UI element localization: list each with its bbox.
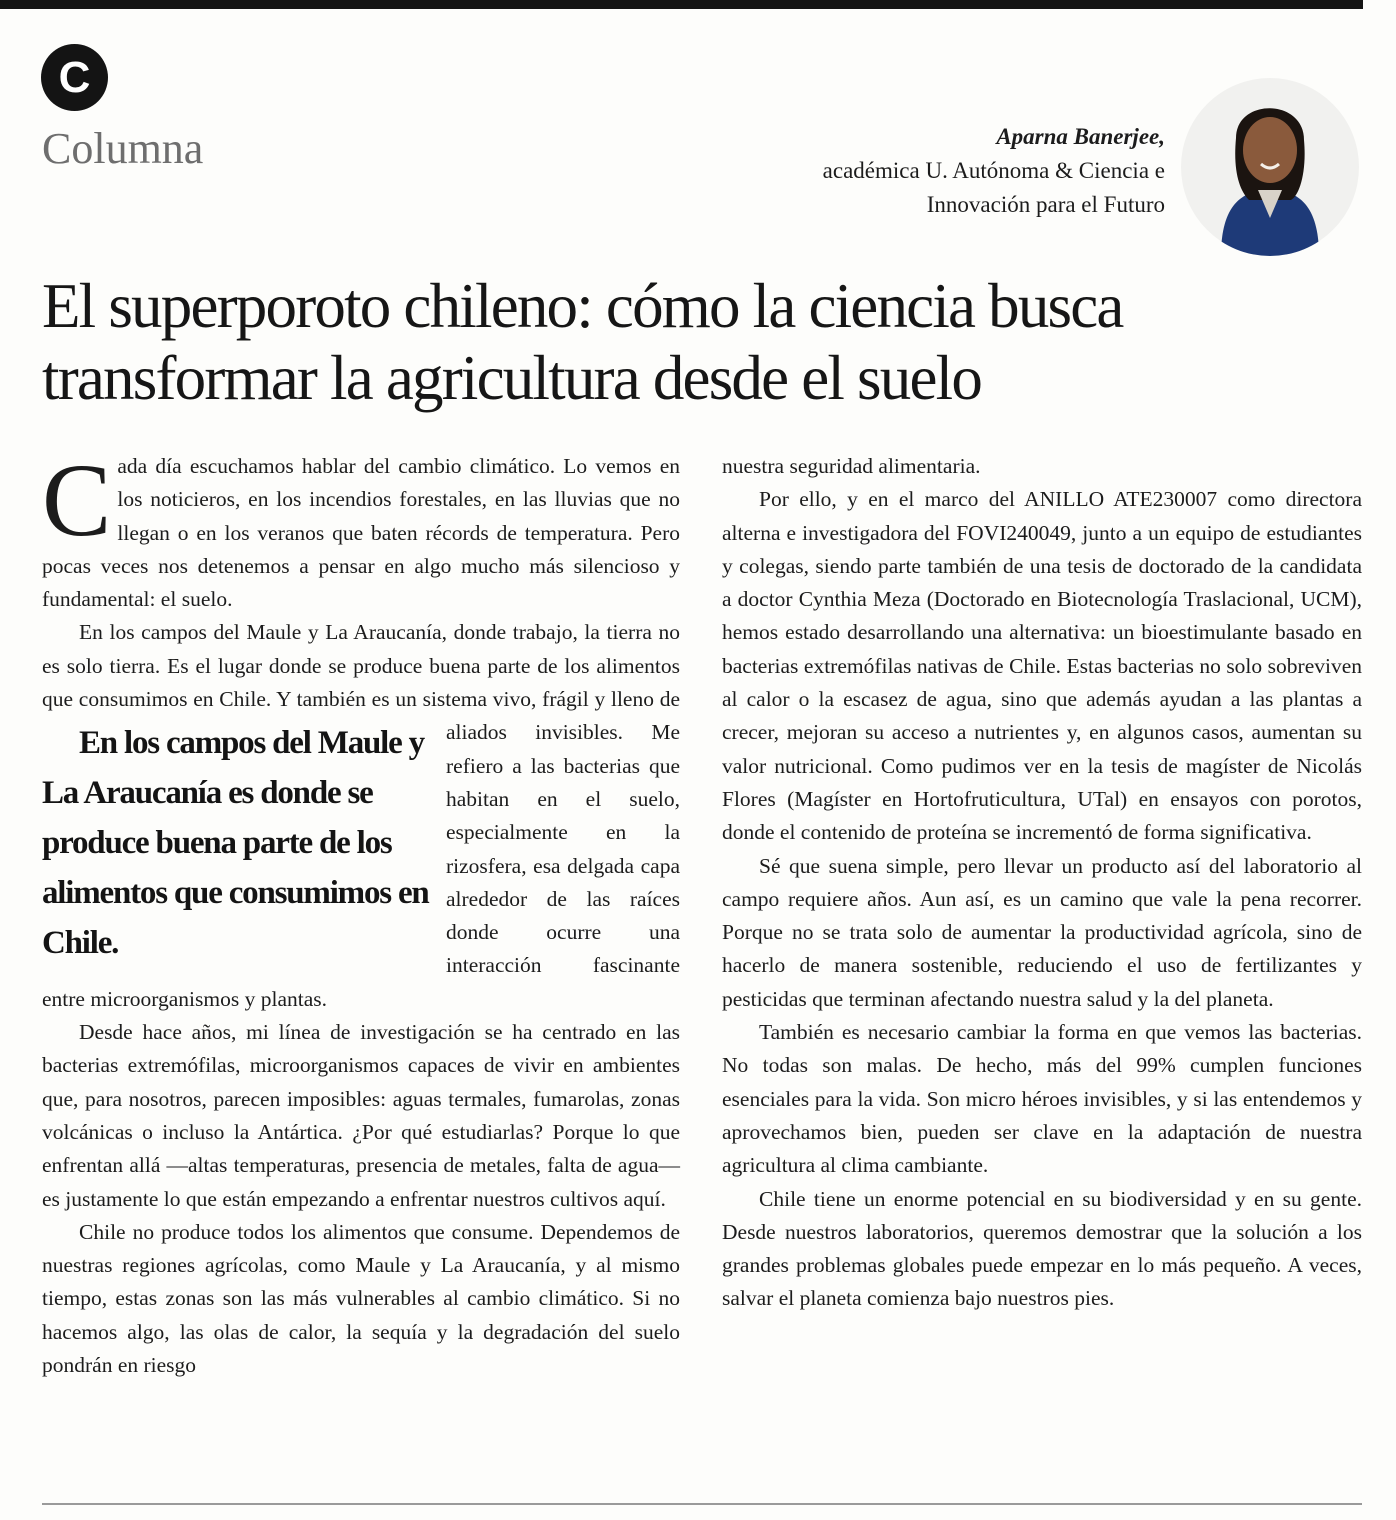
article-column-left [42,443,680,1382]
author-portrait [1181,78,1359,256]
paragraph-text: Por ello, y en el marco del ANILLO ATE230007 como directora alterna e investigadora del FOVI240049, junto a un equipo de estudiantes y colegas, siendo parte también de una tesis de doctorado de la candidata a doctor Cynthia Meza (Doctorado en Biotecnología Traslacional, UCM), hemos estado desarrollando una alternativa: un bioestimulante basado en bacterias extremófilas nativas de Chile. Estas bacterias no solo sobreviven al calor o la escasez de agua, sino que además ayudan a las plantas a crecer, mejoran su acceso a nutrientes y, en algunos casos, aumentan su valor nutricional. Como pudimos ver en la tesis de magíster de Nicolás Flores (Magíster en Hortofruticultura, UTal) en ensayos con porotos, donde el contenido de proteína se incrementó de forma significativa. [722,487,1362,845]
article-paragraph [42,616,680,1016]
paragraph-text: Desde hace años, mi línea de investigación se ha centrado en las bacterias extremófilas, microorganismos capaces de vivir en ambientes que, para nosotros, parecen imposibles: aguas termales, fumarolas, zonas volcánicas o incluso la Antártica. ¿Por qué estudiarlas? Porque lo que enfrentan allá —altas temperaturas, presencia de metales, falta de agua— es justamente lo que están empezando a enfrentar nuestros cultivos aquí. [42,1020,680,1211]
article-paragraph [722,450,1362,483]
pull-quote: En los campos del Maule y La Araucanía es donde se produce buena parte de los alimentos que consumimos en Chile. [42,725,429,962]
article-paragraph [42,1016,680,1216]
article-paragraph [722,850,1362,1016]
paragraph-text: refiero a las bacterias que habitan en el suelo, especialmente en la rizosfera, esa delgada capa alrededor de las raíces donde ocurre una interacción fascinante entre microorganismos y plantas. [42,753,680,1011]
article-paragraph [42,443,680,616]
paragraph-text: ada día escuchamos hablar del cambio climático. Lo vemos en los noticieros, en los incendios forestales, en las lluvias que no llegan o en los veranos que baten récords de temperatura. Pero pocas veces nos detenemos a pensar en algo mucho más silencioso y fundamental: el suelo. [42,454,680,612]
article-paragraph [42,1216,680,1382]
paragraph-text: Chile no produce todos los alimentos que consume. Dependemos de nuestras regiones agrícolas, como Maule y La Araucanía, y al mismo tiempo, estas zonas son las más vulnerables al cambio climático. Si no hacemos algo, las olas de calor, la sequía y la degradación del suelo pondrán en riesgo [42,1219,680,1378]
paragraph-text: En los campos del Maule y La Araucanía, donde trabajo, la tierra no es solo tierra. Es el lugar donde se produce buena parte de los alimentos que consumimos en Chile. Y también es un sistema vivo, frágil y lleno de aliados invisibles. Me [42,620,680,745]
drop-cap: C [42,443,112,558]
author-name: Aparna Banerjee, [996,124,1165,149]
article-column-right [722,450,1362,1316]
article-paragraph [722,1183,1362,1316]
paragraph-text: Sé que suena simple, pero llevar un producto así del laboratorio al campo requiere años. Aun así, es un camino que vale la pena recorrer. Porque no se trata solo de aumentar la productividad agrícola, sino de hacerlo de manera sostenible, reduciendo el uso de fertilizantes y pesticidas que terminan afectando nuestra salud y la del planeta. [722,853,1362,1011]
section-badge [41,44,108,111]
article-paragraph [722,483,1362,849]
top-rule [0,0,1363,9]
article-paragraph [722,1016,1362,1182]
paragraph-text: nuestra seguridad alimentaria. [722,454,981,478]
paragraph-text: Chile tiene un enorme potencial en su biodiversidad y en su gente. Desde nuestros laboratorios, queremos demostrar que la solución a los grandes problemas globales puede empezar en lo más pequeño. A veces, salvar el planeta comienza bajo nuestros pies. [722,1186,1362,1311]
section-label: Columna [42,124,204,173]
author-affiliation-line-1: académica U. Autónoma & Ciencia e [822,158,1165,183]
byline [823,120,1165,222]
headline: El superporoto chileno: cómo la ciencia busca transformar la agricultura desde el suelo [42,271,1123,413]
section-badge-letter: C [58,52,91,102]
paragraph-text: También es necesario cambiar la forma en que vemos las bacterias. No todas son malas. De hecho, más del 99% cumplen funciones esenciales para la vida. Son micro héroes invisibles, y si las entendemos y aprovechamos bien, pueden ser clave en la adaptación de nuestra agricultura al clima cambiante. [722,1020,1362,1178]
bottom-rule [42,1503,1362,1505]
author-affiliation-line-2: Innovación para el Futuro [926,192,1165,217]
